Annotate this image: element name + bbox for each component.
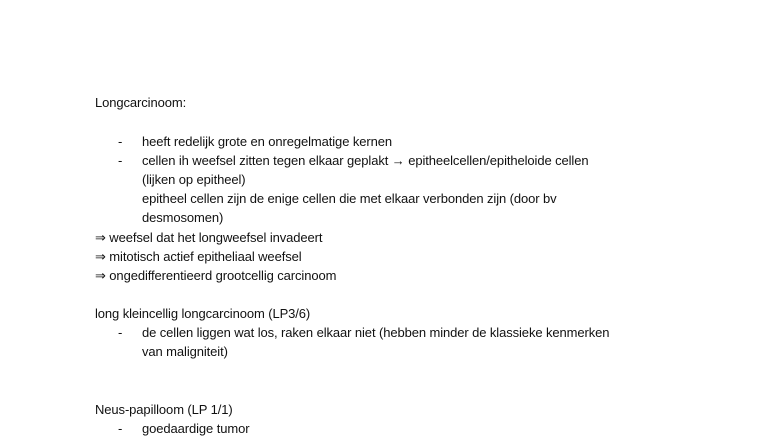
- bullet-text-continued: epitheel cellen zijn de enige cellen die met elkaar verbonden zijn (door bv: [142, 191, 557, 206]
- bullet-dash: -: [118, 134, 123, 149]
- bullet-dash: -: [118, 153, 123, 168]
- section-title-kleincellig: long kleincellig longcarcinoom (LP3/6): [95, 306, 311, 321]
- bullet-text-continued: van maligniteit): [142, 344, 228, 359]
- conclusion-line: ⇒ weefsel dat het longweefsel invadeert: [95, 230, 323, 245]
- bullet-text-continued: desmosomen): [142, 210, 224, 225]
- section-title-neus-papilloom: Neus-papilloom (LP 1/1): [95, 402, 233, 417]
- bullet-dash: -: [118, 421, 123, 436]
- conclusion-line: ⇒ mitotisch actief epitheliaal weefsel: [95, 249, 302, 264]
- bullet-text: de cellen liggen wat los, raken elkaar niet (hebben minder de klassieke kenmerken: [142, 325, 610, 340]
- bullet-text: cellen ih weefsel zitten tegen elkaar geplakt → epitheelcellen/epitheloide cellen: [142, 153, 589, 168]
- bullet-text-continued: (lijken op epitheel): [142, 172, 246, 187]
- bullet-text: heeft redelijk grote en onregelmatige kernen: [142, 134, 392, 149]
- section-title-longcarcinoom: Longcarcinoom:: [95, 95, 187, 110]
- bullet-dash: -: [118, 325, 123, 340]
- bullet-text: goedaardige tumor: [142, 421, 250, 436]
- conclusion-line: ⇒ ongedifferentieerd grootcellig carcinoom: [95, 268, 337, 283]
